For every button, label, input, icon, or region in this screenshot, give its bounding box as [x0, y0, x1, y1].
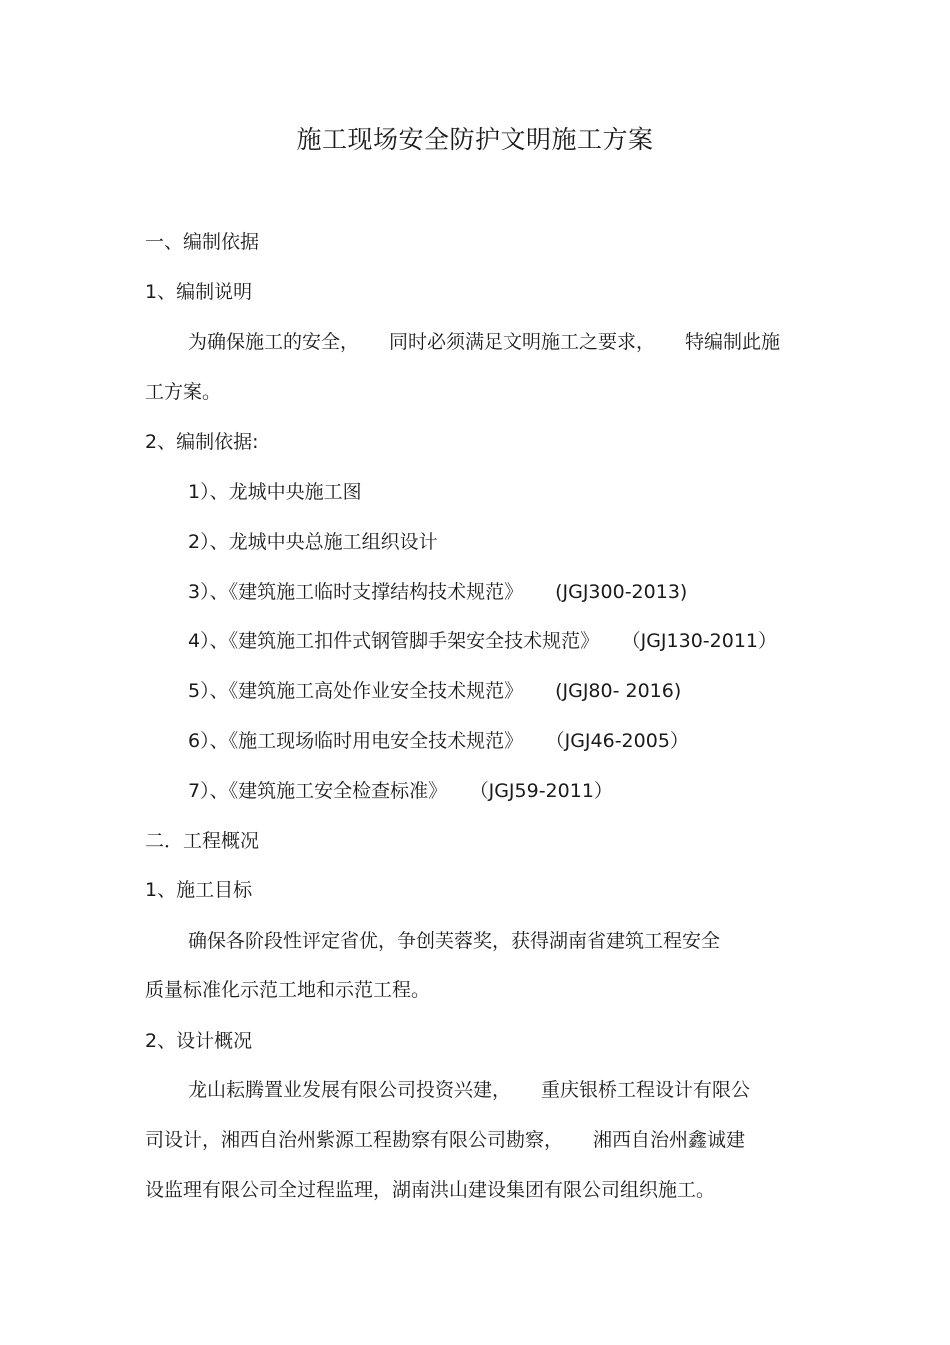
- paragraph-design-line-2: [145, 1126, 745, 1154]
- text-segment: 龙山耘腾置业发展有限公司投资兴建，: [188, 1079, 512, 1101]
- standard-code: （JGJ59-2011）: [479, 780, 613, 802]
- basis-list-item: [188, 677, 681, 705]
- standard-code: (JGJ300-2013): [555, 581, 688, 603]
- basis-list-item: [188, 478, 362, 506]
- standard-code: (JGJ80- 2016): [555, 680, 682, 702]
- text-segment: 同时必须满足文明施工之要求，: [389, 331, 656, 353]
- paragraph-explanation-line-1: [188, 328, 780, 356]
- basis-item-text: 6）、《施工现场临时用电安全技术规范》: [188, 730, 524, 752]
- standard-code: （JGJ130-2011）: [631, 630, 777, 652]
- basis-list-item: [188, 528, 438, 556]
- subheading-target: 1、施工目标: [145, 879, 253, 901]
- text-segment: 重庆银桥工程设计有限公: [541, 1079, 751, 1101]
- basis-item-text: 4）、《建筑施工扣件式钢管脚手架安全技术规范》: [188, 630, 600, 652]
- basis-item-text: 3）、《建筑施工临时支撑结构技术规范》: [188, 581, 524, 603]
- text-segment: 特编制此施: [685, 331, 781, 353]
- text-segment: 司设计，湘西自治州紫源工程勘察有限公司勘察，: [145, 1129, 564, 1151]
- basis-list-item: [188, 777, 613, 805]
- basis-list-item: [188, 578, 687, 606]
- section-heading-overview: 二．工程概况: [145, 830, 260, 852]
- text-segment: 为确保施工的安全，: [188, 331, 360, 353]
- paragraph-design-line-1: [188, 1076, 750, 1104]
- section-heading-basis: 一、编制依据: [145, 231, 260, 253]
- basis-item-text: 7）、《建筑施工安全检查标准》: [188, 780, 448, 802]
- basis-item-text: 1）、龙城中央施工图: [188, 481, 362, 503]
- standard-code: （JGJ46-2005）: [555, 730, 689, 752]
- basis-item-text: 5）、《建筑施工高处作业安全技术规范》: [188, 680, 524, 702]
- document-title: 施工现场安全防护文明施工方案: [296, 125, 654, 154]
- basis-list-item: [188, 627, 777, 655]
- paragraph-design-line-3: 设监理有限公司全过程监理，湖南洪山建设集团有限公司组织施工。: [145, 1179, 716, 1201]
- text-segment: 湘西自治州鑫诚建: [593, 1129, 746, 1151]
- paragraph-explanation-line-2: 工方案。: [145, 381, 222, 403]
- paragraph-target-line-2: 质量标准化示范工地和示范工程。: [145, 979, 431, 1001]
- paragraph-target-line-1: 确保各阶段性评定省优，争创芙蓉奖，获得湖南省建筑工程安全: [188, 930, 721, 952]
- subheading-explanation: 1、编制说明: [145, 281, 253, 303]
- basis-list-item: [188, 727, 689, 755]
- subheading-basis-list: 2、编制依据:: [145, 431, 259, 453]
- basis-item-text: 2）、龙城中央总施工组织设计: [188, 531, 438, 553]
- subheading-design: 2、设计概况: [145, 1030, 253, 1052]
